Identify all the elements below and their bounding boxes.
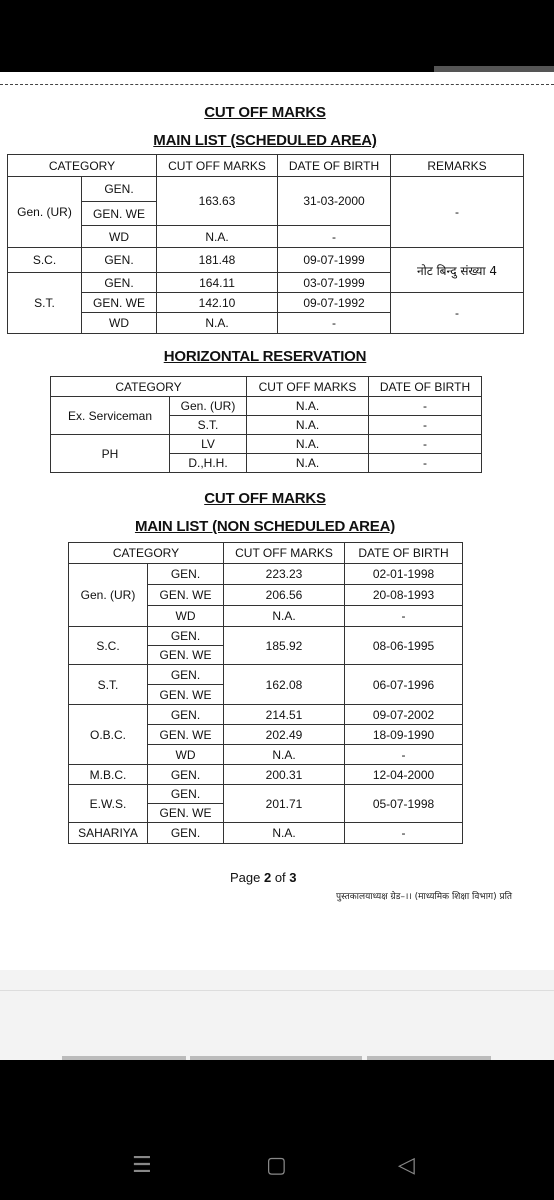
category-sc: S.C. — [8, 248, 82, 273]
cut-off-value: 200.31 — [224, 765, 345, 785]
subcategory-gen-we: GEN. WE — [82, 202, 157, 226]
subcategory-gen-we: GEN. WE — [148, 646, 224, 665]
horizontal-reservation-table — [50, 376, 482, 473]
navigation-bar — [0, 1060, 554, 1200]
subcategory-gen-we: GEN. WE — [148, 725, 224, 745]
header-cut-off-marks: CUT OFF MARKS — [247, 377, 369, 397]
viewer-background — [0, 970, 554, 1060]
heading-horizontal-reservation: HORIZONTAL RESERVATION — [163, 348, 367, 365]
category-mbc: M.B.C. — [69, 765, 148, 785]
heading-cut-off-marks-2: CUT OFF MARKS — [204, 490, 326, 507]
header-cut-off-marks: CUT OFF MARKS — [157, 155, 278, 177]
cut-off-value: N.A. — [247, 416, 369, 435]
category-gen-ur: Gen. (UR) — [8, 177, 82, 248]
cut-off-value: 142.10 — [157, 293, 278, 313]
cut-off-value: 214.51 — [224, 705, 345, 725]
subcategory-gen-ur: Gen. (UR) — [170, 397, 247, 416]
header-date-of-birth: DATE OF BIRTH — [345, 543, 463, 564]
subcategory-wd: WD — [148, 745, 224, 765]
dob-value: 09-07-1992 — [278, 293, 391, 313]
cut-off-value: 164.11 — [157, 273, 278, 293]
cut-off-value: 185.92 — [224, 627, 345, 665]
category-gen-ur: Gen. (UR) — [69, 564, 148, 627]
dob-value: 12-04-2000 — [345, 765, 463, 785]
dob-value: - — [345, 606, 463, 627]
heading-cut-off-marks: CUT OFF MARKS — [204, 104, 326, 121]
scheduled-area-table — [7, 154, 524, 334]
header-cut-off-marks: CUT OFF MARKS — [224, 543, 345, 564]
header-date-of-birth: DATE OF BIRTH — [278, 155, 391, 177]
cut-off-value: N.A. — [157, 313, 278, 334]
subcategory-wd: WD — [82, 226, 157, 248]
header-category: CATEGORY — [69, 543, 224, 564]
document-page — [0, 72, 554, 970]
subcategory-wd: WD — [82, 313, 157, 334]
page-number: Page 2 of 3 — [230, 870, 297, 885]
subcategory-gen: GEN. — [148, 705, 224, 725]
category-ex-serviceman: Ex. Serviceman — [51, 397, 170, 435]
subcategory-wd: WD — [148, 606, 224, 627]
dashed-divider — [0, 84, 554, 85]
subcategory-gen-we: GEN. WE — [148, 804, 224, 823]
subcategory-gen: GEN. — [82, 273, 157, 293]
header-date-of-birth: DATE OF BIRTH — [369, 377, 482, 397]
subcategory-gen-we: GEN. WE — [148, 685, 224, 705]
subcategory-gen: GEN. — [148, 564, 224, 585]
category-st: S.T. — [69, 665, 148, 705]
status-bar — [0, 0, 554, 72]
cut-off-value: N.A. — [247, 435, 369, 454]
subcategory-gen: GEN. — [148, 627, 224, 646]
subcategory-lv: LV — [170, 435, 247, 454]
dob-value: - — [345, 823, 463, 844]
home-icon[interactable]: ▢ — [266, 1152, 287, 1177]
menu-icon[interactable]: ☰ — [132, 1152, 152, 1177]
heading-main-list-scheduled: MAIN LIST (SCHEDULED AREA) — [153, 132, 377, 149]
cut-off-value: 206.56 — [224, 585, 345, 606]
dob-value: 31-03-2000 — [278, 177, 391, 226]
dob-value: 09-07-1999 — [278, 248, 391, 273]
subcategory-gen: GEN. — [148, 785, 224, 804]
dob-value: 05-07-1998 — [345, 785, 463, 823]
dob-value: - — [345, 745, 463, 765]
heading-main-list-non-scheduled: MAIN LIST (NON SCHEDULED AREA) — [134, 518, 396, 535]
dob-value: 02-01-1998 — [345, 564, 463, 585]
remark-note: नोट बिन्दु संख्या 4 — [391, 248, 524, 293]
cut-off-value: 201.71 — [224, 785, 345, 823]
cut-off-value: 202.49 — [224, 725, 345, 745]
subcategory-gen: GEN. — [82, 248, 157, 273]
dob-value: 06-07-1996 — [345, 665, 463, 705]
back-icon[interactable]: ◁ — [398, 1152, 415, 1177]
subcategory-gen-we: GEN. WE — [82, 293, 157, 313]
dob-value: 08-06-1995 — [345, 627, 463, 665]
cut-off-value: 163.63 — [157, 177, 278, 226]
dob-value: - — [369, 416, 482, 435]
dob-value: - — [278, 226, 391, 248]
category-st: S.T. — [8, 273, 82, 334]
cut-off-value: N.A. — [224, 745, 345, 765]
category-obc: O.B.C. — [69, 705, 148, 765]
dob-value: - — [369, 454, 482, 473]
header-category: CATEGORY — [51, 377, 247, 397]
cut-off-value: N.A. — [157, 226, 278, 248]
subcategory-st: S.T. — [170, 416, 247, 435]
cut-off-value: N.A. — [224, 823, 345, 844]
category-ews: E.W.S. — [69, 785, 148, 823]
cut-off-value: N.A. — [247, 454, 369, 473]
subcategory-gen: GEN. — [148, 765, 224, 785]
dob-value: 18-09-1990 — [345, 725, 463, 745]
subcategory-gen: GEN. — [148, 665, 224, 685]
dob-value: - — [369, 435, 482, 454]
dob-value: - — [278, 313, 391, 334]
cut-off-value: N.A. — [247, 397, 369, 416]
dob-value: 03-07-1999 — [278, 273, 391, 293]
footer-text: पुस्तकालयाध्यक्ष ग्रेड–।। (माध्यमिक शिक्षा विभाग) प्रति — [336, 892, 513, 902]
dob-value: 20-08-1993 — [345, 585, 463, 606]
subcategory-gen: GEN. — [148, 823, 224, 844]
remark-value: - — [391, 177, 524, 248]
remark-value: - — [391, 293, 524, 334]
non-scheduled-area-table — [68, 542, 463, 844]
header-remarks: REMARKS — [391, 155, 524, 177]
category-sc: S.C. — [69, 627, 148, 665]
subcategory-gen: GEN. — [82, 177, 157, 202]
cut-off-value: 223.23 — [224, 564, 345, 585]
dob-value: 09-07-2002 — [345, 705, 463, 725]
cut-off-value: 162.08 — [224, 665, 345, 705]
category-ph: PH — [51, 435, 170, 473]
divider-line — [0, 990, 554, 991]
dob-value: - — [369, 397, 482, 416]
header-category: CATEGORY — [8, 155, 157, 177]
cut-off-value: 181.48 — [157, 248, 278, 273]
subcategory-dhh: D.,H.H. — [170, 454, 247, 473]
subcategory-gen-we: GEN. WE — [148, 585, 224, 606]
cut-off-value: N.A. — [224, 606, 345, 627]
category-sahariya: SAHARIYA — [69, 823, 148, 844]
